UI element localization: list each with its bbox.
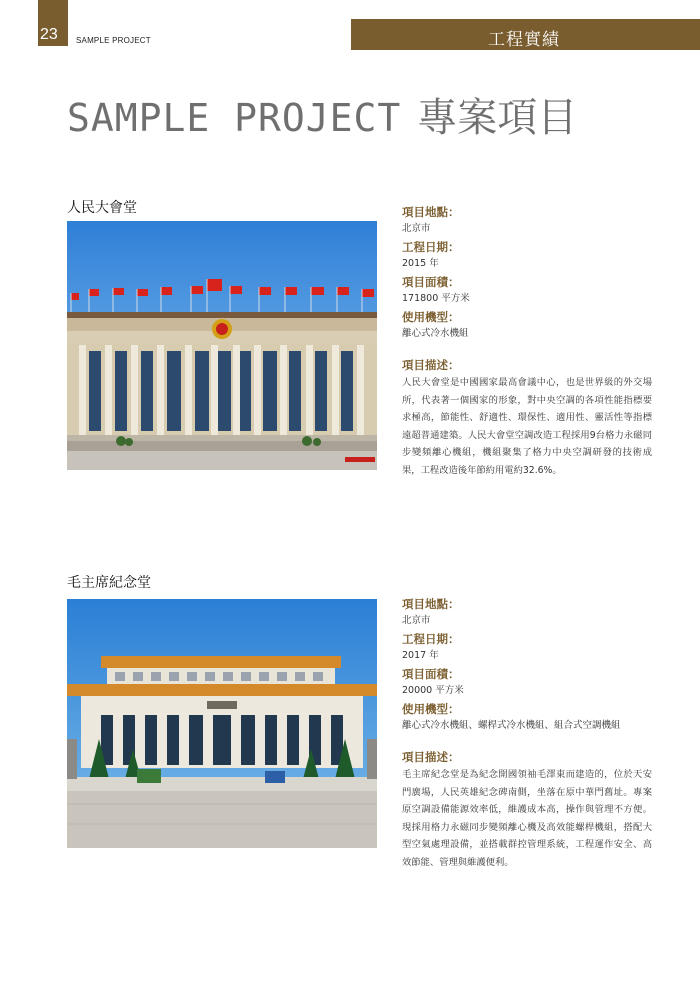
project-name: 人民大會堂 [67,200,137,216]
header-section-label: SAMPLE PROJECT [76,36,151,45]
area-value: 20000 平方米 [402,685,464,696]
description-label: 項目描述： [402,358,460,372]
model-label: 使用機型： [402,310,460,324]
model-value: 離心式冷水機組、螺桿式冷水機組、組合式空調機組 [402,720,621,731]
location-label: 項目地點： [402,205,460,219]
location-label: 項目地點： [402,597,460,611]
area-value: 171800 平方米 [402,293,470,304]
description-text: 人民大會堂是中國國家最高會議中心，也是世界級的外交場所，代表著一個國家的形象，對中央空調的各項性能指標要求極高，節能性、舒適性、環保性、適用性、靈活性等指標遠超普通建築。人民大會堂空調改造工程採用9台格力永磁同步變頻離心機組，機組聚集了格力中央空調研發的技術成果，工程改造後年節約用電約32.6%。 [402,377,652,476]
date-label: 工程日期： [402,240,460,254]
location-value: 北京市 [402,223,431,234]
page-number: 23 [40,26,58,43]
page-title-zh: 專案項目 [417,95,578,141]
date-value: 2015 年 [402,258,439,269]
great-hall-photo [67,221,377,470]
memorial-hall-photo [67,599,377,848]
area-label: 項目面積： [402,667,460,681]
project-info-2 [402,594,652,871]
model-value: 離心式冷水機組 [402,328,469,339]
date-value: 2017 年 [402,650,439,661]
model-label: 使用機型： [402,702,460,716]
page-title [67,86,577,143]
date-label: 工程日期： [402,632,460,646]
header-title: 工程實績 [488,30,560,50]
location-value: 北京市 [402,615,431,626]
project-name: 毛主席紀念堂 [67,575,151,591]
project-info-1 [402,202,652,479]
description-text: 毛主席紀念堂是為紀念開國領袖毛澤東而建造的，位於天安門廣場，人民英雄紀念碑南側，坐落在原中華門舊址。專案原空調設備能源效率低，維護成本高，操作與管理不方便。現採用格力永磁同步變頻離心機及高效能螺桿機組，搭配大型空氣處理設備，並搭載群控管理系統，工程運作安全、高效節能、管理與維護便利。 [402,769,652,868]
header-title-bar [351,19,700,50]
page-title-en: SAMPLE PROJECT [67,96,402,140]
description-label: 項目描述： [402,750,460,764]
area-label: 項目面積： [402,275,460,289]
